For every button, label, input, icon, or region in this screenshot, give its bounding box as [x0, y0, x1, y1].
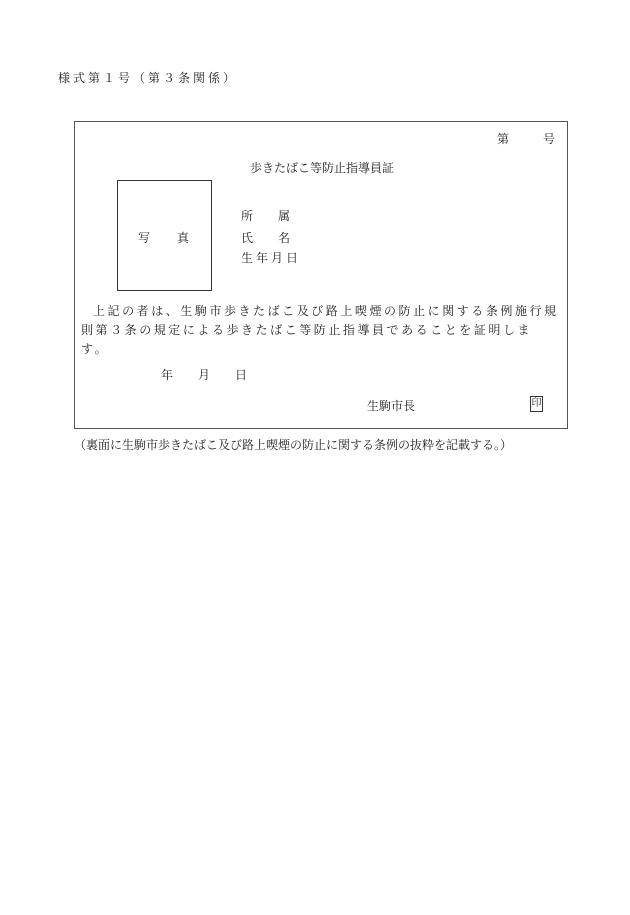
- card-number: [497, 130, 555, 147]
- photo-label-char-2: 真: [177, 231, 190, 245]
- seal-stamp: 印: [530, 396, 543, 412]
- field-name-char-2: 名: [278, 231, 291, 245]
- field-name: [241, 229, 290, 246]
- card-number-suffix: 号: [543, 132, 556, 146]
- field-affiliation: [241, 207, 290, 224]
- form-label: 様式第１号（第３条関係）: [58, 71, 239, 85]
- card-title: 歩きたばこ等防止指導員証: [250, 161, 395, 175]
- issue-date-day: 日: [235, 368, 248, 382]
- field-affiliation-char-1: 所: [241, 209, 254, 223]
- photo-label: [138, 229, 189, 246]
- card-number-prefix: 第: [497, 132, 510, 146]
- issue-date-month: 月: [198, 368, 211, 382]
- field-date-of-birth: 生年月日: [241, 251, 302, 265]
- issue-date: [161, 366, 247, 383]
- field-affiliation-char-2: 属: [278, 209, 291, 223]
- certification-text: 上記の者は、生駒市歩きたばこ及び路上喫煙の防止に関する条例施行規則第３条の規定による歩きたばこ等防止指導員であることを証明します。: [81, 304, 559, 356]
- field-name-char-1: 氏: [241, 231, 254, 245]
- issue-date-year: 年: [161, 368, 174, 382]
- photo-label-char-1: 写: [138, 231, 151, 245]
- back-side-note: （裏面に生駒市歩きたばこ及び路上喫煙の防止に関する条例の抜粋を記載する。）: [74, 438, 513, 452]
- issuer-name: 生駒市長: [367, 399, 416, 413]
